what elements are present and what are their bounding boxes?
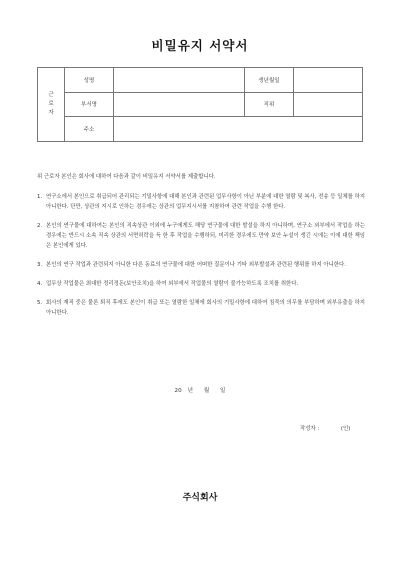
pledge-item xyxy=(37,192,365,212)
pledge-item xyxy=(37,298,365,318)
pledge-item xyxy=(37,221,365,251)
name-label: 성명 xyxy=(65,68,114,93)
pledge-text: 업무상 작업물은 최대한 정리정돈(보안조치)을 하여 외부에서 작업물의 열람이 불가능하도록 조치를 취한다. xyxy=(46,281,299,287)
pledge-text: 회사의 재직 중은 물론 퇴직 후에도 본인이 취급 또는 열람한 일체에 회사의 기밀사항에 대하여 침묵의 의무를 부담하며 외부유출을 하지 아니한다. xyxy=(46,300,365,316)
pledge-number: 5. xyxy=(37,300,43,306)
pledge-number: 1. xyxy=(37,194,43,200)
pledge-text: 본인의 연구물에 대하여는 본인의 직속상관 이외에 누구에게도 해당 연구물에 대한 발설을 하지 아니하며, 연구소 외부에서 작업을 하는 경우에는 반드시 소속 직속 상관의 서면허락을 득 한 후 작업을 수행하되, 미리한 경우에도 만약 보안 누설이 생긴 시에는 이에 대한 책임은 본인에게 있다. xyxy=(46,223,365,249)
date-year-prefix: 20 xyxy=(174,388,182,394)
pledge-text: 본인의 연구 작업과 관련되지 아니한 다른 동료의 연구물에 대한 어떠한 질문이나 기타 외부발설과 관련된 행위를 하지 아니한다. xyxy=(46,262,346,268)
intro-text: 위 근로자 본인은 회사에 대하여 다음과 같이 비밀유지 서약서를 제출합니다. xyxy=(37,174,216,180)
pledge-item xyxy=(37,279,365,289)
pledge-number: 2. xyxy=(37,223,43,229)
department-label: 부서명 xyxy=(65,92,114,117)
pledge-number: 3. xyxy=(37,262,43,268)
date-line xyxy=(0,386,400,394)
employee-side-label xyxy=(38,68,65,142)
pledge-text: 연구소에서 본인으로 취급되어 관리되는 기밀사항에 대해 본인과 관련된 업무사항이 아닌 부분에 대한 열람 및 복사, 전송 등 일체를 하지 아니한다. 단만, 상관의 지시로 인하는 경우에는 상관의 업무지시서를 지참하여 관련 작업을 수행 한다. xyxy=(46,194,365,210)
company-name: 주식회사 xyxy=(182,493,218,503)
employee-info-table xyxy=(37,67,363,142)
side-char: 로 xyxy=(48,101,54,107)
pledge-number: 4. xyxy=(37,281,43,287)
birth-label: 생년월일 xyxy=(245,68,294,93)
date-year-unit: 년 xyxy=(187,388,194,394)
address-field[interactable] xyxy=(114,117,363,142)
pledge-list xyxy=(37,192,365,327)
document-title: 비밀유지 서약서 xyxy=(151,38,249,53)
seal-mark: (인) xyxy=(340,426,351,432)
writer-label: 작성자 : xyxy=(300,426,320,432)
date-month-unit: 월 xyxy=(203,388,210,394)
address-label: 주소 xyxy=(65,117,114,142)
writer-line xyxy=(300,424,350,432)
side-char: 자 xyxy=(48,110,54,116)
side-char: 근 xyxy=(48,92,54,98)
position-field[interactable] xyxy=(294,92,363,117)
birth-field[interactable] xyxy=(294,68,363,93)
pledge-item xyxy=(37,260,365,270)
department-field[interactable] xyxy=(114,92,245,117)
position-label: 직위 xyxy=(245,92,294,117)
name-field[interactable] xyxy=(114,68,245,93)
date-day-unit: 일 xyxy=(220,388,226,394)
